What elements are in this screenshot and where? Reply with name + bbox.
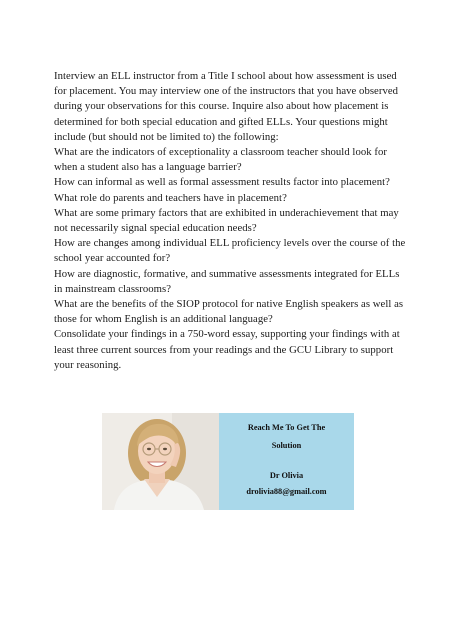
intro-paragraph: Interview an ELL instructor from a Title I school about how assessment is used for placement. You may interview one of the instructors that you have observed during your observations for this course. Inquire also about how placement is determined for both special education and gifted ELLs. Your questions might include (but should not be limited to) the following: xyxy=(54,70,399,143)
question-assessments-integration: How are diagnostic, formative, and summative assessments integrated for ELLs in mainstream classrooms? xyxy=(54,267,400,295)
question-parents-teachers: What role do parents and teachers have in placement? xyxy=(54,191,287,204)
contact-banner xyxy=(102,413,354,510)
question-proficiency-changes: How are changes among individual ELL proficiency levels over the course of the school year accounted for? xyxy=(54,237,406,265)
contact-info-box xyxy=(219,413,354,510)
contact-name: Dr Olivia xyxy=(269,471,304,480)
question-assessment-results: How can informal as well as formal assessment results factor into placement? xyxy=(54,176,390,189)
document-body xyxy=(54,69,406,373)
question-underachievement: What are some primary factors that are exhibited in underachievement that may not necessarily signal special education needs? xyxy=(54,206,399,235)
question-exceptionality: What are the indicators of exceptionality a classroom teacher should look for when a student also has a language barrier? xyxy=(54,146,387,174)
cta-line-2: Solution xyxy=(271,441,302,450)
tutor-photo xyxy=(102,413,219,510)
contact-email: drolivia88@gmail.com xyxy=(246,487,327,496)
question-siop-benefits: What are the benefits of the SIOP protocol for native English speakers as well as those for whom English is an additional language? xyxy=(54,298,404,326)
cta-line-1: Reach Me To Get The xyxy=(247,423,326,432)
conclusion-paragraph: Consolidate your findings in a 750-word essay, supporting your findings with at least three current sources from your readings and the GCU Library to support your reasoning. xyxy=(54,328,400,371)
